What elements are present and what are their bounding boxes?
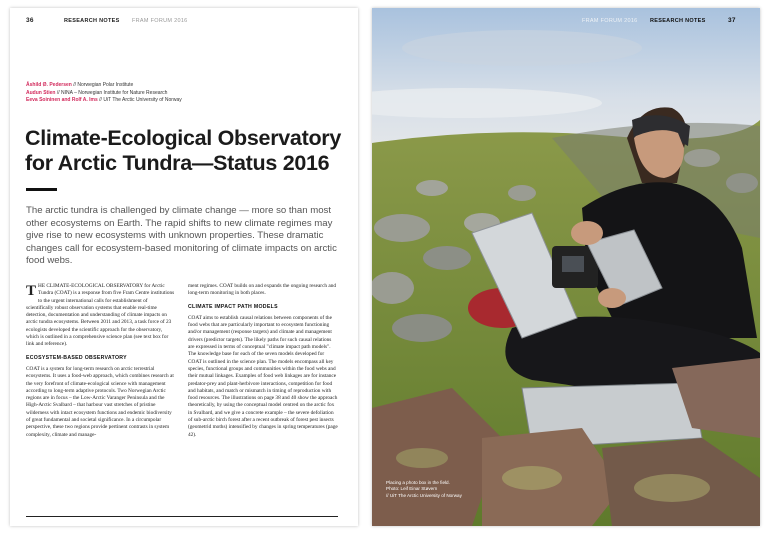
continued-paragraph: ment regimes. COAT builds on and expands the ongoing research and long-term monitoring in both places. — [188, 283, 337, 297]
intro-text: HE CLIMATE-ECOLOGICAL OBSERVATORY for Arctic Tundra (COAT) is a response from five Fram Centre institutions to the urgent international calls for establishment of scientifically robust observation systems that enable real-time detection, documentation and understanding of climate impacts on arctic tundra ecosystems. Between 2011 and 2013, a task force of 23 ecologists developed the scientific approach for the observatory, which is outlined in a comprehensive science plan (see text box for link and reference). — [26, 283, 175, 348]
publication-label: FRAM FORUM 2016 — [132, 18, 188, 24]
title-rule — [26, 188, 57, 191]
intro-paragraph — [26, 283, 176, 349]
left-page — [10, 8, 358, 526]
cloud — [402, 30, 642, 66]
publication-label: FRAM FORUM 2016 — [582, 18, 638, 24]
body-paragraph: COAT aims to establish causal relations between components of the food webs that are particularly important to ecosystem functioning and/or management (response targets) and climate and management drivers (predictor targets). The likely paths for such causal relations are expressed in terms of conceptual "climate impact path models". The knowledge base for each of the seven models developed for COAT is outlined in the science plan. The models encompass all key species, functional groups and communities within the food webs and their mutual linkages. Examples of food web linkages are for instance predator-prey and plant-herbivore interactions, competition for food and habitats, and match or mismatch in timing of reproduction with food resources. The illustrations on page 38 and 40 show the approach theoretically, by using the conceptual model centred on the arctic fox in Svalbard, and we give a concrete example – the severe defoliation of sub-arctic birch forest after a recent outbreak of forest pest insects (geometrid moths) intensified by changes in spring temperatures (page 42). — [188, 314, 338, 438]
article-title: Climate-Ecological Observatory for Arctic Tundra—Status 2016 — [25, 126, 341, 175]
author-name: Åshild Ø. Pedersen — [26, 82, 72, 88]
body-paragraph: COAT is a system for long-term research on arctic terrestrial ecosystems. It uses a food-web approach, which combines research at the very forefront of climate-ecological science with management according to long-term adaptive protocols. Two Norwegian Arctic regions are in focus – the Low-Arctic Varanger Peninsula and the High-Arctic Svalbard – that harbour vast stretches of pristine wilderness with intact ecosystem functions and endemic biodiversity of great fundamental and societal significance. In a circumpolar perspective, these two regions provide pertinent contrasts in system complexity, climate and manage- — [26, 365, 174, 438]
author-list — [26, 82, 346, 105]
field-photo — [372, 8, 760, 526]
author-affiliation: // UiT The Arctic University of Norway — [99, 97, 182, 103]
drop-cap: T — [26, 283, 37, 299]
caption-line: // UiT The Arctic University of Norway — [386, 492, 462, 498]
page-number: 37 — [728, 17, 736, 24]
author-name: Audun Stien — [26, 89, 56, 96]
hand — [571, 221, 603, 245]
subheading: CLIMATE IMPACT PATH MODELS — [188, 303, 278, 310]
caption-line: Placing a photo box in the field. — [386, 480, 450, 485]
page-number: 36 — [26, 17, 34, 24]
author-affiliation: // NINA – Norwegian Institute for Nature Research — [56, 89, 168, 96]
subheading: ECOSYSTEM-BASED OBSERVATORY — [26, 354, 127, 361]
author-name: Eeva Soininen and Rolf A. Ims — [26, 97, 98, 103]
hand — [598, 288, 626, 308]
caption-line: Photo: Leif Einar Støvern — [386, 486, 438, 492]
right-page — [372, 8, 760, 526]
text-column-2 — [188, 283, 338, 445]
author-row — [26, 97, 346, 105]
bottom-rule — [26, 516, 338, 517]
camera-screen — [562, 256, 584, 272]
photo-caption — [386, 480, 462, 499]
section-label: RESEARCH NOTES — [64, 18, 120, 24]
author-row — [26, 82, 346, 90]
author-affiliation: // Norwegian Polar Institute — [73, 82, 134, 88]
text-column-1 — [26, 283, 176, 445]
author-row — [26, 90, 346, 98]
section-label: RESEARCH NOTES — [650, 18, 706, 24]
article-lede: The arctic tundra is challenged by climate change — more so than most other ecosystems on Earth. The rapid shifts to new climate regimes may give rise to new ecosystems with unknown properties. These dramatic changes call for ecosystem-based monitoring of climate impacts on arctic food webs. — [26, 205, 337, 267]
